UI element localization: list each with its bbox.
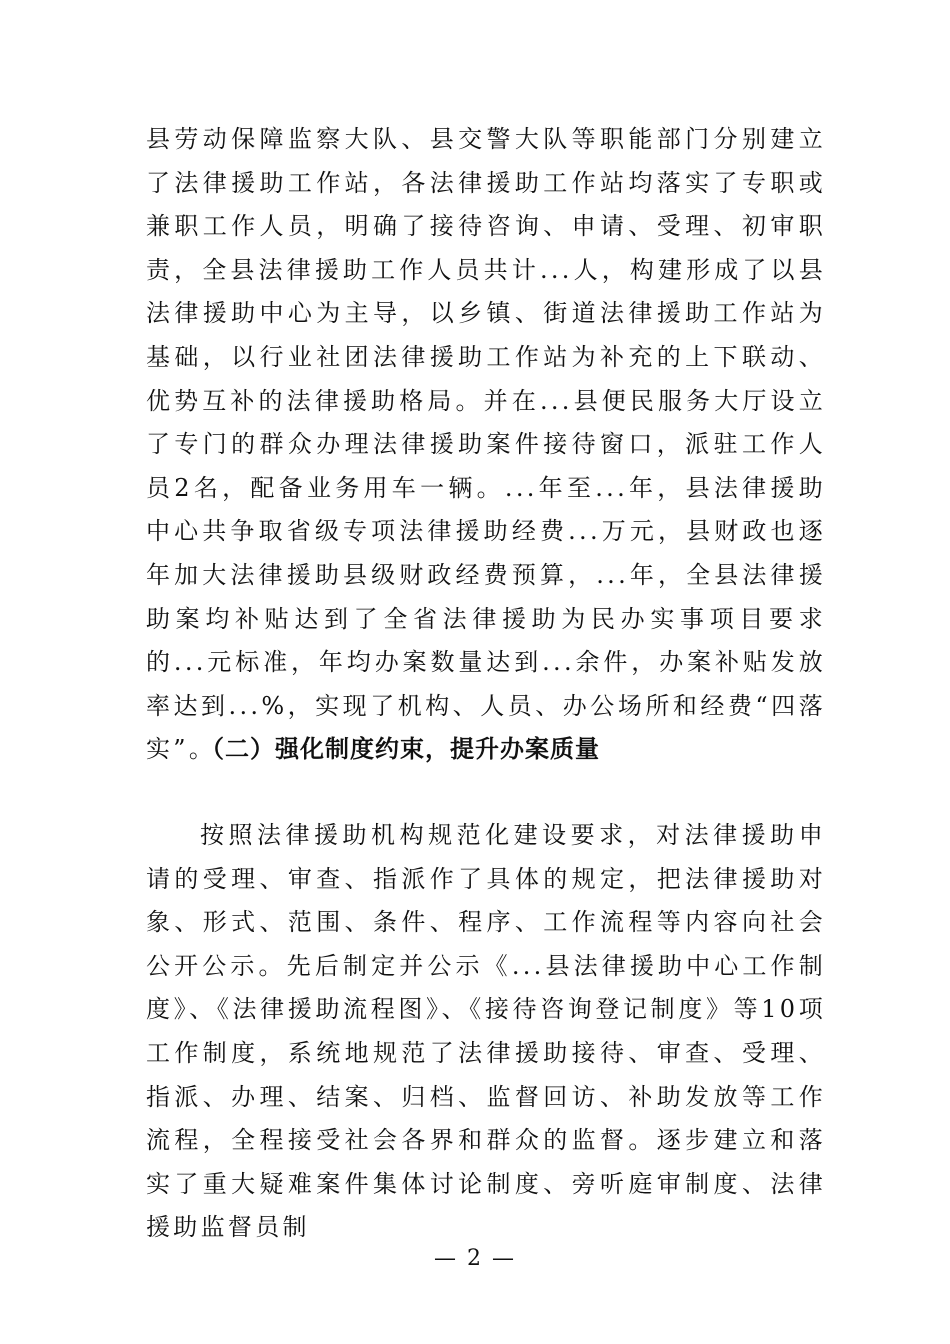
body-paragraph-1: 县劳动保障监察大队、县交警大队等职能部门分别建立了法律援助工作站，各法律援助工作站均落实了专职或兼职工作人员，明确了接待咨询、申请、受理、初审职责，全县法律援助工作人员共计...人，构建形成了以县法律援助中心为主导，以乡镇、街道法律援助工作站为基础，以行业社团法律援助工作站为补充的上下联动、优势互补的法律援助格局。并在...县便民服务大厅设立了专门的群众办理法律援助案件接待窗口，派驻工作人员2名，配备业务用车一辆。...年至...年，县法律援助中心共争取省级专项法律援助经费...万元，县财政也逐年加大法律援助县级财政经费预算，...年，全县法律援助案均补贴达到了全省法律援助为民办实事项目要求的...元标准，年均办案数量达到...余件，办案补贴发放率达到...%，实现了机构、人员、办公场所和经费“四落实”。 [146,125,826,764]
body-paragraph-2: 按照法律援助机构规范化建设要求，对法律援助申请的受理、审查、指派作了具体的规定，把法律援助对象、形式、范围、条件、程序、工作流程等内容向社会公开公示。先后制定并公示《...县法律援助中心工作制度》、《法律援助流程图》、《接待咨询登记制度》等10项工作制度，系统地规范了法律援助接待、审查、受理、指派、办理、结案、归档、监督回访、补助发放等工作流程，全程接受社会各界和群众的监督。逐步建立和落实了重大疑难案件集体讨论制度、旁听庭审制度、法律援助监督员制 [146,821,826,1242]
section-heading: （二）强化制度约束，提升办案质量 [200,735,600,763]
page-number: — 2 — [434,1246,516,1271]
